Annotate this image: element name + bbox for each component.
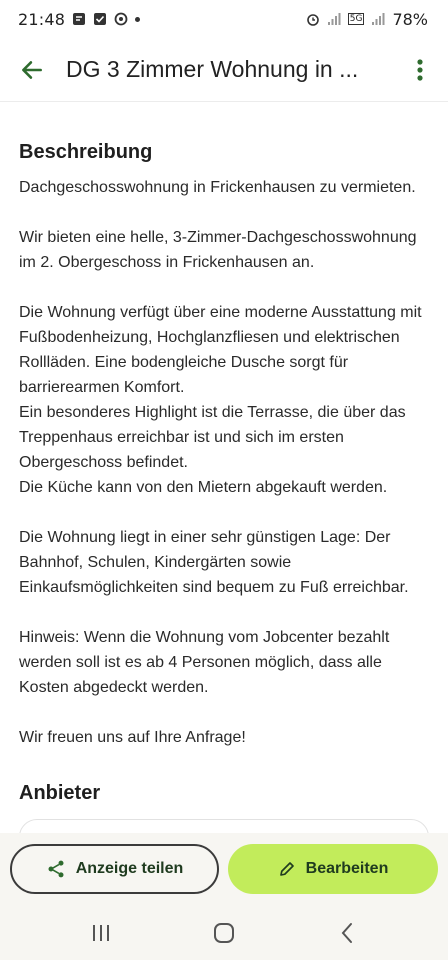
pencil-icon (278, 860, 296, 878)
battery-level: 78% (392, 9, 428, 29)
status-bar (0, 0, 448, 38)
description-paragraph: Wir bieten eine helle, 3-Zimmer-Dachgeschosswohnung im 2. Obergeschoss in Frickenhausen an. (19, 229, 417, 271)
paragraph-gap (19, 275, 431, 300)
signal-icon (327, 12, 341, 26)
provider-heading: Anbieter (19, 782, 101, 804)
description-paragraph: Hinweis: Wenn die Wohnung vom Jobcenter bezahlt werden soll ist es ab 4 Personen möglich, dass alle Kosten abgedeckt werden. (19, 629, 390, 696)
network-type-label: 5G (349, 14, 363, 24)
more-notifications-dot (135, 17, 140, 22)
paragraph-gap (19, 200, 431, 225)
description-text (19, 175, 431, 750)
more-options-button[interactable] (392, 38, 448, 102)
signal-icon-2 (371, 12, 385, 26)
provider-card[interactable] (19, 819, 429, 833)
app-notification-icon (72, 12, 86, 26)
description-heading: Beschreibung (19, 141, 153, 163)
paragraph-gap (19, 700, 431, 725)
sync-notification-icon (114, 12, 128, 26)
alarm-icon (306, 12, 320, 26)
edit-button-label: Bearbeiten (305, 860, 389, 877)
description-paragraph: Wir freuen uns auf Ihre Anfrage! (19, 729, 246, 746)
share-listing-button[interactable] (10, 844, 219, 894)
recent-apps-icon (90, 923, 112, 943)
app-bar (0, 38, 448, 102)
bottom-action-bar (0, 833, 448, 905)
share-icon (46, 859, 66, 879)
description-paragraph: Ein besonderes Highlight ist die Terrasse, die über das Treppenhaus erreichbar ist und sich im ersten Obergeschoss befindet. (19, 404, 406, 471)
paragraph-gap (19, 600, 431, 625)
paragraph-gap (19, 500, 431, 525)
share-button-label: Anzeige teilen (75, 860, 184, 877)
back-nav-button[interactable] (317, 913, 377, 953)
arrow-left-icon (19, 57, 45, 83)
more-vert-icon (416, 58, 424, 82)
home-icon (213, 922, 235, 944)
status-time: 21:48 (18, 9, 66, 29)
edit-listing-button[interactable] (228, 844, 438, 894)
description-paragraph: Die Wohnung liegt in einer sehr günstigen Lage: Der Bahnhof, Schulen, Kindergärten sowie Einkaufsmöglichkeiten sind bequem zu Fuß erreichbar. (19, 529, 409, 596)
chevron-left-icon (340, 922, 354, 944)
checkbox-notification-icon (93, 12, 107, 26)
description-paragraph: Die Küche kann von den Mietern abgekauft werden. (19, 479, 388, 496)
home-button[interactable] (194, 913, 254, 953)
description-paragraph: Die Wohnung verfügt über eine moderne Ausstattung mit Fußbodenheizung, Hochglanzfliesen und elektrischen Rollläden. Eine bodengleiche Dusche sorgt für barrierearmen Komfort. (19, 304, 422, 396)
listing-details[interactable] (0, 103, 448, 833)
page-title: DG 3 Zimmer Wohnung in ... (66, 56, 359, 82)
recent-apps-button[interactable] (71, 913, 131, 953)
description-paragraph: Dachgeschosswohnung in Frickenhausen zu vermieten. (19, 179, 416, 196)
back-button[interactable] (0, 38, 64, 102)
system-navigation-bar (0, 905, 448, 960)
